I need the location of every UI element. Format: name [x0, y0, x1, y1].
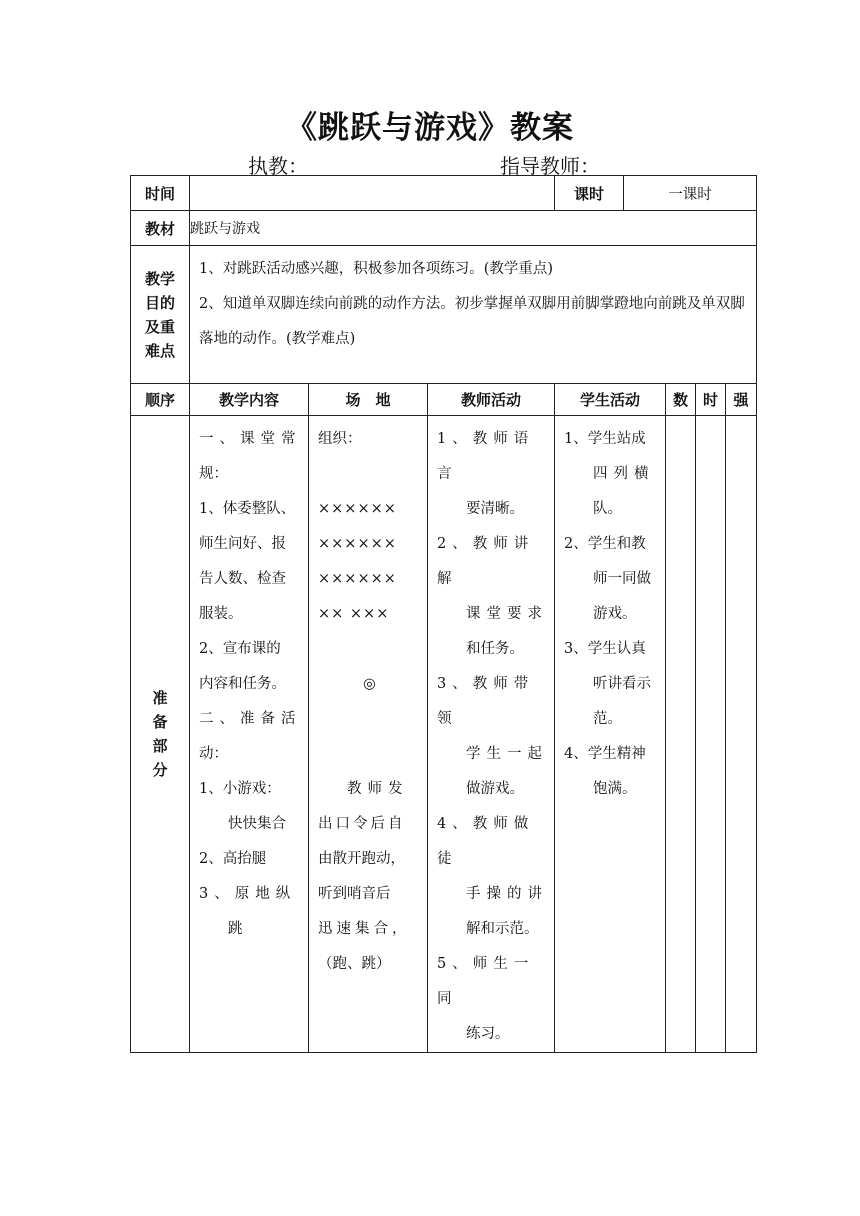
- count-column: [666, 416, 696, 1053]
- col-header-content: 教学内容: [190, 384, 309, 416]
- page-title: 《跳跃与游戏》教案: [286, 110, 574, 146]
- content-line: 内容和任务。: [199, 676, 286, 692]
- time-column: [696, 416, 726, 1053]
- col-header-teacher-activity: 教师活动: [428, 384, 555, 416]
- teacher-activity-line: 手操的讲: [466, 886, 548, 902]
- content-line: 一、课堂常: [199, 431, 302, 447]
- venue-line: 出口令后自: [318, 816, 406, 832]
- student-activity-line: 队。: [593, 501, 623, 517]
- content-line: 2、高抬腿: [199, 851, 267, 867]
- student-activity-line: 4、学生精神: [564, 746, 646, 762]
- content-line: 告人数、检查: [199, 571, 286, 587]
- goals-label-line: 目的: [144, 293, 175, 312]
- content-line: 二、准备活: [199, 711, 302, 727]
- teacher-activity-line: 5、师生一同: [437, 956, 535, 1007]
- content-line: 1、体委整队、: [199, 501, 296, 517]
- venue-line: 迅速集合，: [318, 921, 411, 937]
- teacher-activity-line: 练习。: [466, 1026, 510, 1042]
- content-line: 3、原地纵: [199, 886, 297, 902]
- intensity-column: [726, 416, 757, 1053]
- student-activity-line: 2、学生和教: [564, 536, 646, 552]
- content-column: [190, 416, 309, 1053]
- goal-item: 2、知道单双脚连续向前跳的动作方法。初步掌握单双脚用前脚掌蹬地向前跳及单双脚落地的动作。(教学难点): [199, 296, 745, 347]
- venue-column: [309, 416, 428, 1053]
- content-line: 2、宣布课的: [199, 641, 281, 657]
- advisor-label: 指导教师：: [500, 154, 600, 178]
- student-activity-line: 听讲看示: [593, 676, 652, 692]
- period-value: 一课时: [624, 176, 757, 211]
- prep-label: [131, 416, 190, 1053]
- goal-item: 1、对跳跃活动感兴趣，积极参加各项练习。(教学重点): [199, 261, 554, 277]
- content-line: 师生问好、报: [199, 536, 286, 552]
- formation-row: ××××××: [318, 501, 397, 517]
- student-activity-line: 饱满。: [593, 781, 637, 797]
- teacher-position-marker: ◎: [363, 676, 376, 692]
- content-line: 1、小游戏：: [199, 781, 281, 797]
- teacher-label: 执教：: [248, 154, 308, 178]
- teacher-activity-line: 要清晰。: [466, 501, 524, 517]
- col-header-time: 时: [696, 384, 726, 416]
- col-header-order: 顺序: [131, 384, 190, 416]
- prep-label-char: 准: [152, 689, 168, 707]
- material-value: 跳跃与游戏: [190, 211, 757, 246]
- teacher-activity-line: 做游戏。: [466, 781, 524, 797]
- venue-line: 听到哨音后: [318, 886, 391, 902]
- material-row: [131, 211, 757, 246]
- content-line: 动：: [199, 746, 228, 762]
- student-activity-line: 范。: [593, 711, 623, 727]
- student-activity-line: 3、学生认真: [564, 641, 646, 657]
- teacher-activity-column: [428, 416, 555, 1053]
- goals-label-line: 及重: [144, 317, 175, 336]
- student-activity-line: 四列横: [593, 466, 655, 482]
- student-activity-line: 师一同做: [593, 571, 652, 587]
- teacher-activity-line: 2、教师讲解: [437, 536, 535, 587]
- teacher-activity-line: 解和示范。: [466, 921, 539, 937]
- teacher-activity-line: 课堂要求: [466, 606, 548, 622]
- goals-content: [190, 246, 757, 384]
- teacher-activity-line: 和任务。: [466, 641, 524, 657]
- time-row: [131, 176, 757, 211]
- formation-row: ××××××: [318, 536, 397, 552]
- goals-label: [131, 246, 190, 384]
- goals-label-line: 教学: [144, 269, 175, 288]
- time-value: [190, 176, 555, 211]
- venue-line: [318, 702, 421, 737]
- venue-line: 由散开跑动，: [318, 851, 405, 867]
- content-line: 跳: [228, 921, 243, 937]
- teacher-activity-line: 1、教师语言: [437, 431, 535, 482]
- column-header-row: [131, 384, 757, 416]
- venue-line: 组织：: [318, 431, 362, 447]
- content-line: 快快集合: [228, 816, 286, 832]
- material-label: 教材: [131, 211, 190, 246]
- prep-label-char: 备: [152, 713, 168, 731]
- goals-row: [131, 246, 757, 384]
- col-header-count: 数: [666, 384, 696, 416]
- prep-label-char: 分: [152, 761, 168, 779]
- goals-label-line: 难点: [144, 341, 175, 360]
- content-line: 规：: [199, 466, 228, 482]
- venue-line: [318, 457, 421, 492]
- col-header-venue: 场 地: [309, 384, 428, 416]
- col-header-intensity: 强: [726, 384, 757, 416]
- prep-label-char: 部: [152, 737, 168, 755]
- teacher-activity-line: 4、教师做徒: [437, 816, 535, 867]
- teacher-activity-line: 学生一起: [466, 746, 548, 762]
- student-activity-line: 游戏。: [593, 606, 637, 622]
- venue-line: [318, 737, 421, 772]
- venue-line: [318, 632, 421, 667]
- col-header-student-activity: 学生活动: [555, 384, 666, 416]
- period-label: 课时: [555, 176, 624, 211]
- formation-row: ××××××: [318, 571, 397, 587]
- venue-line: （跑、跳）: [318, 956, 391, 972]
- content-line: 服装。: [199, 606, 243, 622]
- prep-section-row: [131, 416, 757, 1053]
- time-label: 时间: [131, 176, 190, 211]
- lesson-plan-table: [130, 175, 757, 1053]
- formation-row: ×× ×××: [318, 606, 390, 622]
- student-activity-column: [555, 416, 666, 1053]
- teacher-activity-line: 3、教师带领: [437, 676, 535, 727]
- student-activity-line: 1、学生站成: [564, 431, 646, 447]
- venue-line: 教师发: [347, 781, 409, 797]
